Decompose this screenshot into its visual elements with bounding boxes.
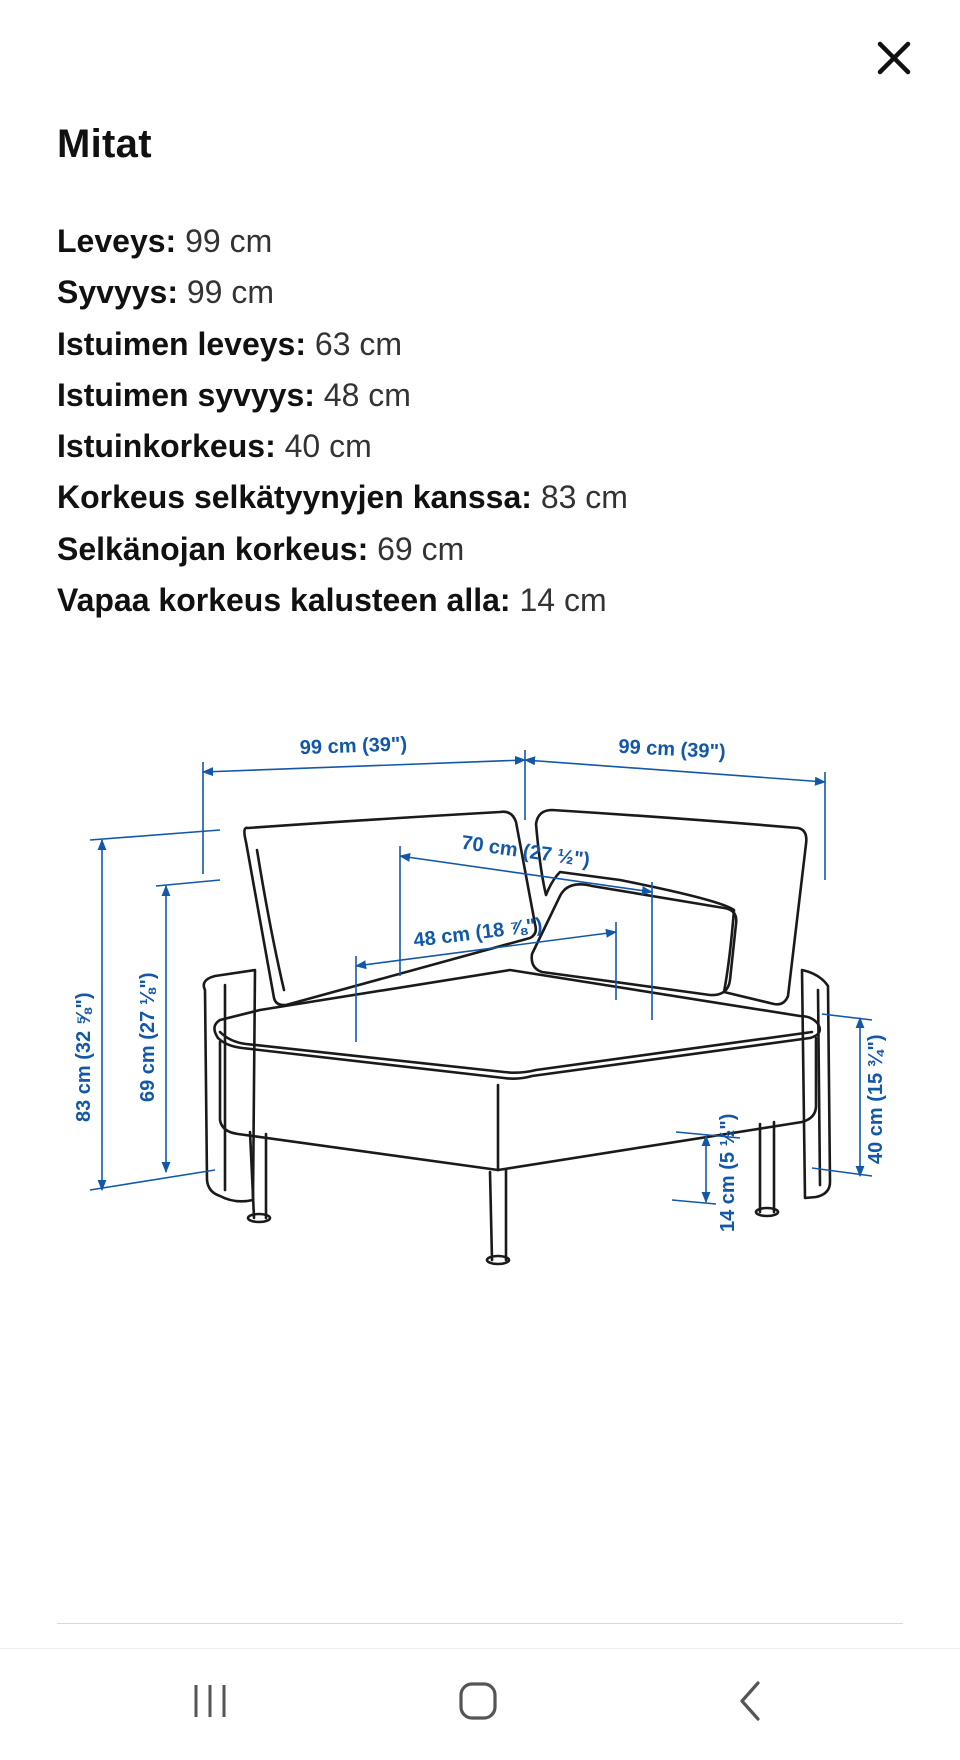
depth-label: 99 cm (39") <box>617 735 727 764</box>
dimension-seat-width <box>57 321 628 372</box>
dimension-height-with-cushions <box>57 474 628 525</box>
total-height-label: 83 cm (32 ⅝") <box>73 992 95 1122</box>
dimension-seat-height <box>57 423 628 474</box>
dimension-label: Istuinkorkeus: <box>57 428 276 465</box>
dimension-backrest-height <box>57 526 628 577</box>
dimension-value: 63 cm <box>314 325 403 362</box>
seat-depth-label: 48 cm (18 ⅞") <box>412 914 544 952</box>
dimensions-list <box>57 218 628 628</box>
dimension-value: 99 cm <box>186 274 275 311</box>
dimension-value: 14 cm <box>519 582 607 619</box>
dimension-value: 99 cm <box>185 223 273 259</box>
dimension-label: Leveys: <box>57 223 177 259</box>
home-icon <box>456 1679 500 1723</box>
close-icon <box>877 41 911 75</box>
back-icon <box>730 1679 770 1723</box>
dimension-value: 48 cm <box>323 376 411 413</box>
dimension-label: Selkänojan korkeus: <box>57 530 369 567</box>
clearance-label: 14 cm (5 ½") <box>717 1113 739 1232</box>
dimension-depth <box>57 269 628 320</box>
dimension-label: Korkeus selkätyynyjen kanssa: <box>57 479 532 516</box>
dimension-label: Syvyys: <box>57 274 178 311</box>
system-nav-bar <box>0 1648 960 1760</box>
seat-width-label: 70 cm (27 ½") <box>459 831 592 872</box>
dimension-free-height-under <box>57 577 628 628</box>
divider <box>57 1623 903 1624</box>
dimension-label: Istuimen syvyys: <box>57 376 315 413</box>
dimension-width <box>57 218 628 269</box>
dimension-seat-depth <box>57 372 628 423</box>
seat-height-label: 40 cm (15 ¾") <box>865 1034 887 1164</box>
close-button[interactable] <box>866 30 922 86</box>
back-button[interactable] <box>710 1671 790 1731</box>
dimension-value: 40 cm <box>284 428 372 465</box>
dimension-label: Vapaa korkeus kalusteen alla: <box>57 582 511 619</box>
dimension-label: Istuimen leveys: <box>57 325 306 362</box>
recent-apps-icon <box>190 1681 230 1721</box>
width-label: 99 cm (39") <box>299 733 408 760</box>
backrest-height-label: 69 cm (27 ⅛") <box>137 972 159 1102</box>
home-button[interactable] <box>438 1671 518 1731</box>
dimension-diagram <box>60 733 910 1390</box>
dimension-value: 69 cm <box>377 530 465 567</box>
page-title: Mitat <box>57 122 152 166</box>
recent-apps-button[interactable] <box>170 1671 250 1731</box>
dimension-value: 83 cm <box>540 479 628 516</box>
